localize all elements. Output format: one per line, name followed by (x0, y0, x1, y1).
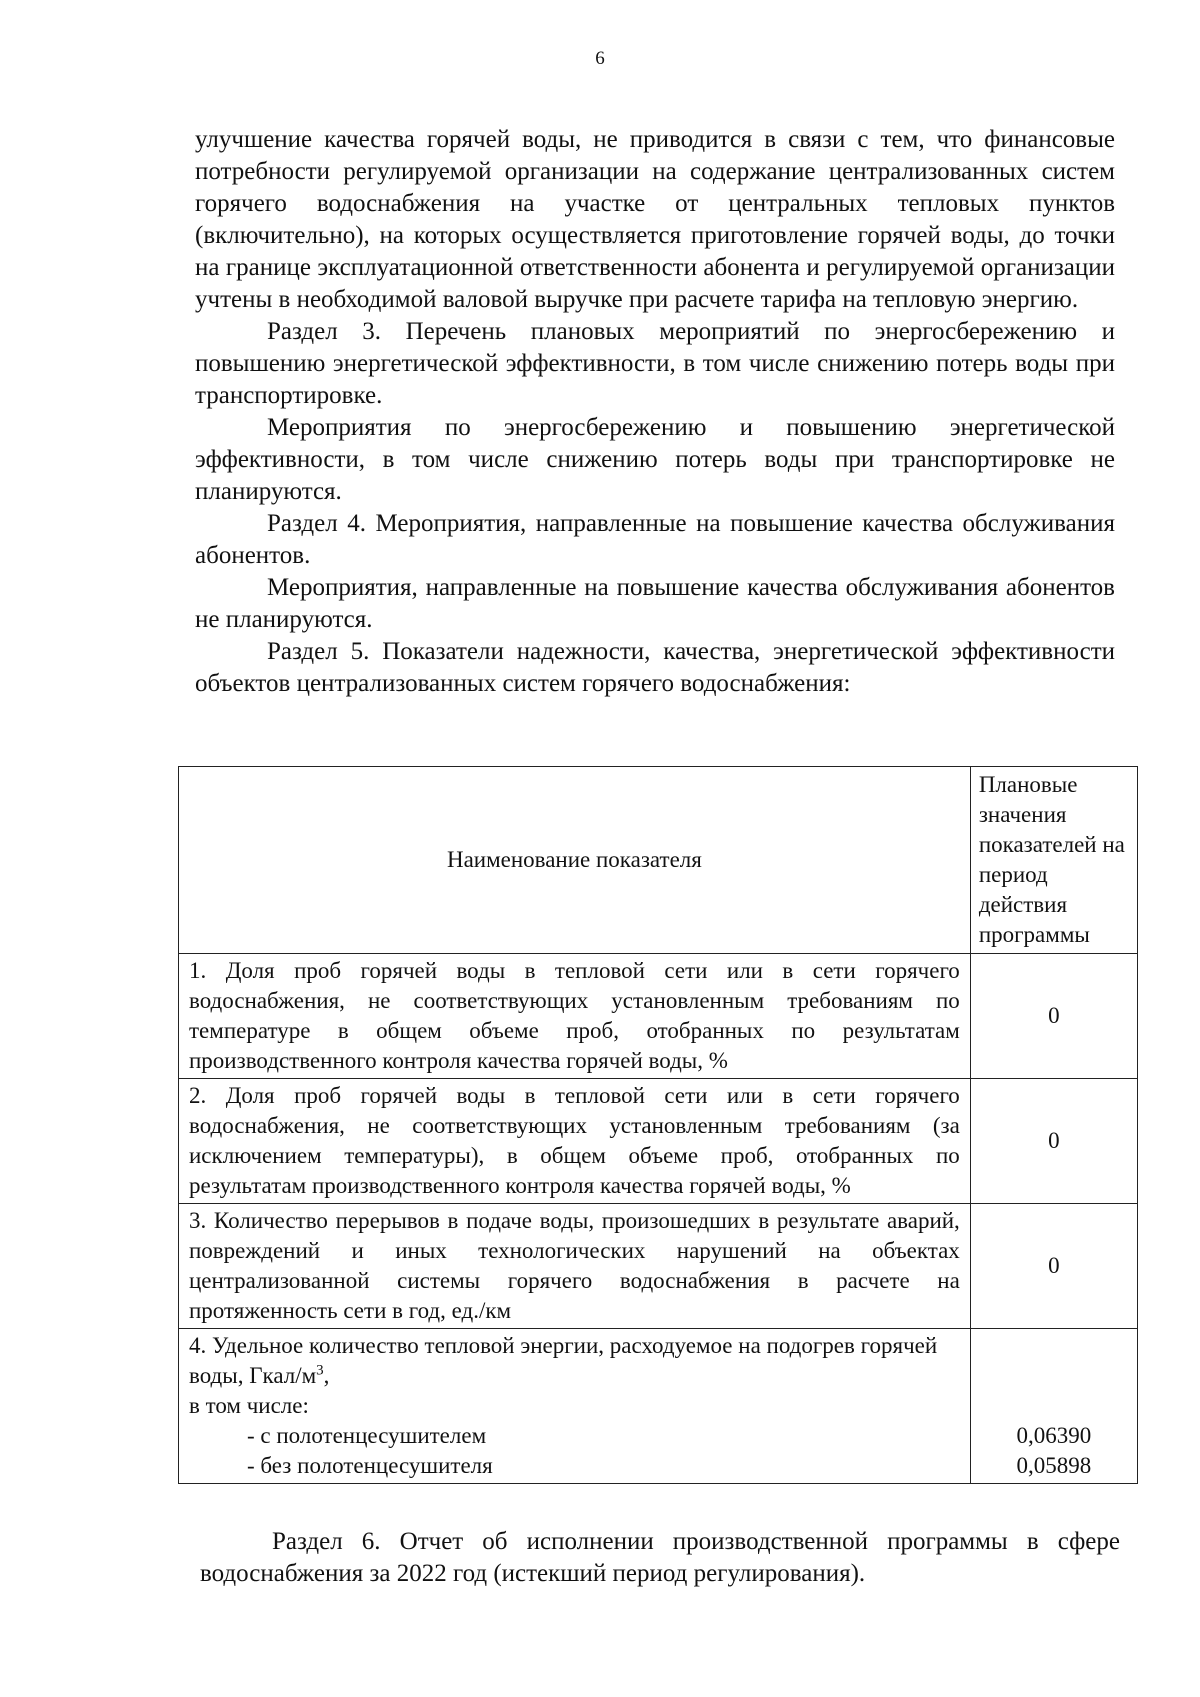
header-indicator-name: Наименование показателя (179, 767, 971, 954)
paragraph-continuation: улучшение качества горячей воды, не приводится в связи с тем, что финансовые потребности регулируемой организации на содержание централизованных систем горячего водоснабжения на участке от центральных тепловых пунктов (включительно), на которых осуществляется приготовление горячей воды, до точки на границе эксплуатационной ответственности абонента и регулируемой организации учтены в необходимой валовой выручке при расчете тарифа на тепловую энергию. (195, 126, 1115, 313)
section-3-text: Мероприятия по энергосбережению и повышению энергетической эффективности, в том числе снижению потерь воды при транспортировке не планируются. (195, 414, 1115, 505)
indicator-2-value: 0 (970, 1079, 1137, 1204)
table-row (179, 954, 1138, 1079)
indicator-1-name: 1. Доля проб горячей воды в тепловой сети или в сети горячего водоснабжения, не соответствующих установленным требованиям по температуре в общем объеме проб, отобранных по результатам производственного контроля качества горячей воды, % (179, 954, 971, 1079)
indicator-4-name (179, 1329, 971, 1484)
table-row (179, 1204, 1138, 1329)
section-5-heading: Раздел 5. Показатели надежности, качества, энергетической эффективности объектов централизованных систем горячего водоснабжения: (195, 638, 1115, 697)
indicator-2-name: 2. Доля проб горячей воды в тепловой сети или в сети горячего водоснабжения, не соответствующих установленным требованиям (за исключением температуры), в общем объеме проб, отобранных по результатам производственного контроля качества горячей воды, % (179, 1079, 971, 1204)
indicator-3-name: 3. Количество перерывов в подаче воды, произошедших в результате аварий, повреждений и иных технологических нарушений на объектах централизованной системы горячего водоснабжения в расчете на протяженность сети в год, ед./км (179, 1204, 971, 1329)
section-3-heading: Раздел 3. Перечень плановых мероприятий по энергосбережению и повышению энергетической эффективности, в том числе снижению потерь воды при транспортировке. (195, 318, 1115, 409)
indicator-4-sub1-name: - с полотенцесушителем (247, 1423, 487, 1448)
indicator-4-sub2-name: - без полотенцесушителя (247, 1453, 493, 1478)
section-4-text: Мероприятия, направленные на повышение качества обслуживания абонентов не планируются. (195, 574, 1115, 633)
table-header-row (179, 767, 1138, 954)
section-4-heading: Раздел 4. Мероприятия, направленные на повышение качества обслуживания абонентов. (195, 510, 1115, 569)
page-number: 6 (595, 48, 605, 69)
section-6-heading: Раздел 6. Отчет об исполнении производственной программы в сфере водоснабжения за 2022 год (истекший период регулирования). (200, 1528, 1120, 1587)
indicator-1-value: 0 (970, 954, 1137, 1079)
indicator-4-values (970, 1329, 1137, 1484)
indicator-4-incl: в том числе: (189, 1393, 309, 1418)
indicator-3-value: 0 (970, 1204, 1137, 1329)
header-planned-values: Плановые значения показателей на период действия программы (970, 767, 1137, 954)
indicators-table (178, 766, 1138, 1484)
indicator-4-sub2-value: 0,05898 (1016, 1453, 1092, 1478)
indicator-4-title: 4. Удельное количество тепловой энергии, расходуемое на подогрев горячей воды, Гкал/$м^3$, (189, 1333, 938, 1388)
table-row (179, 1079, 1138, 1204)
body-text-bottom (200, 1526, 1120, 1590)
body-text-top (195, 124, 1115, 700)
indicator-4-sub1-value: 0,06390 (1016, 1423, 1092, 1448)
table-row (179, 1329, 1138, 1484)
